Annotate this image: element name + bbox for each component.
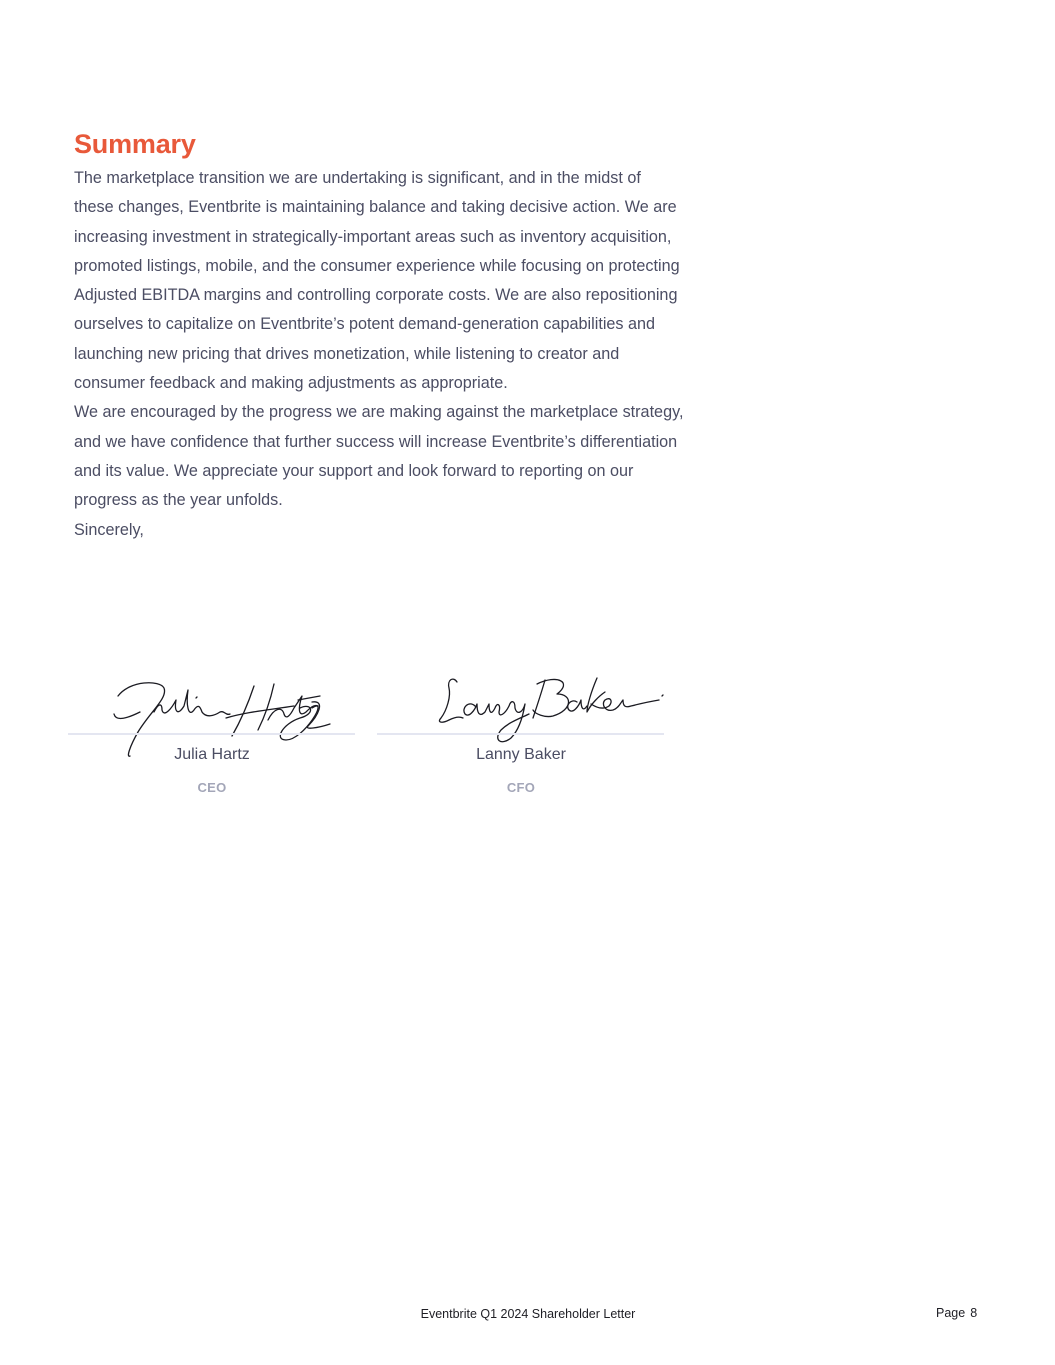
page-number (936, 1306, 977, 1320)
summary-paragraph-2: We are encouraged by the progress we are making against the marketplace strategy, and we have confidence that further success will increase Eventbrite’s differentiation and its value. We appreciate your support and look forward to reporting on our progress as the year unfolds. (74, 403, 684, 510)
lanny-baker-signature (377, 660, 665, 760)
signature-block-cfo (377, 660, 665, 810)
signer-name: Lanny Baker (476, 746, 566, 763)
summary-heading: Summary (74, 129, 196, 159)
summary-paragraph-1: The marketplace transition we are undertaking is significant, and in the midst of these changes, Eventbrite is maintaining balance and taking decisive action. We are increasing investment in strategically-important areas such as inventory acquisition, promoted listings, mobile, and the consumer experience while focusing on protecting Adjusted EBITDA margins and controlling corporate costs. We are also repositioning ourselves to capitalize on Eventbrite’s potent demand-generation capabilities and launching new pricing that drives monetization, while listening to creator and consumer feedback and making adjustments as appropriate. (74, 169, 680, 393)
signer-role: CFO (506, 780, 536, 795)
page-number-value: 8 (970, 1306, 978, 1320)
signer-role: CEO (197, 780, 227, 795)
signature-block-ceo (68, 660, 356, 810)
letter-content (74, 124, 684, 545)
signature-line (377, 733, 664, 735)
footer-document-title: Eventbrite Q1 2024 Shareholder Letter (420, 1307, 636, 1321)
julia-hartz-signature (68, 660, 356, 760)
page-label: Page (936, 1306, 966, 1320)
signature-line (68, 733, 355, 735)
signer-name: Julia Hartz (174, 746, 250, 763)
closing-salutation: Sincerely, (74, 520, 144, 539)
